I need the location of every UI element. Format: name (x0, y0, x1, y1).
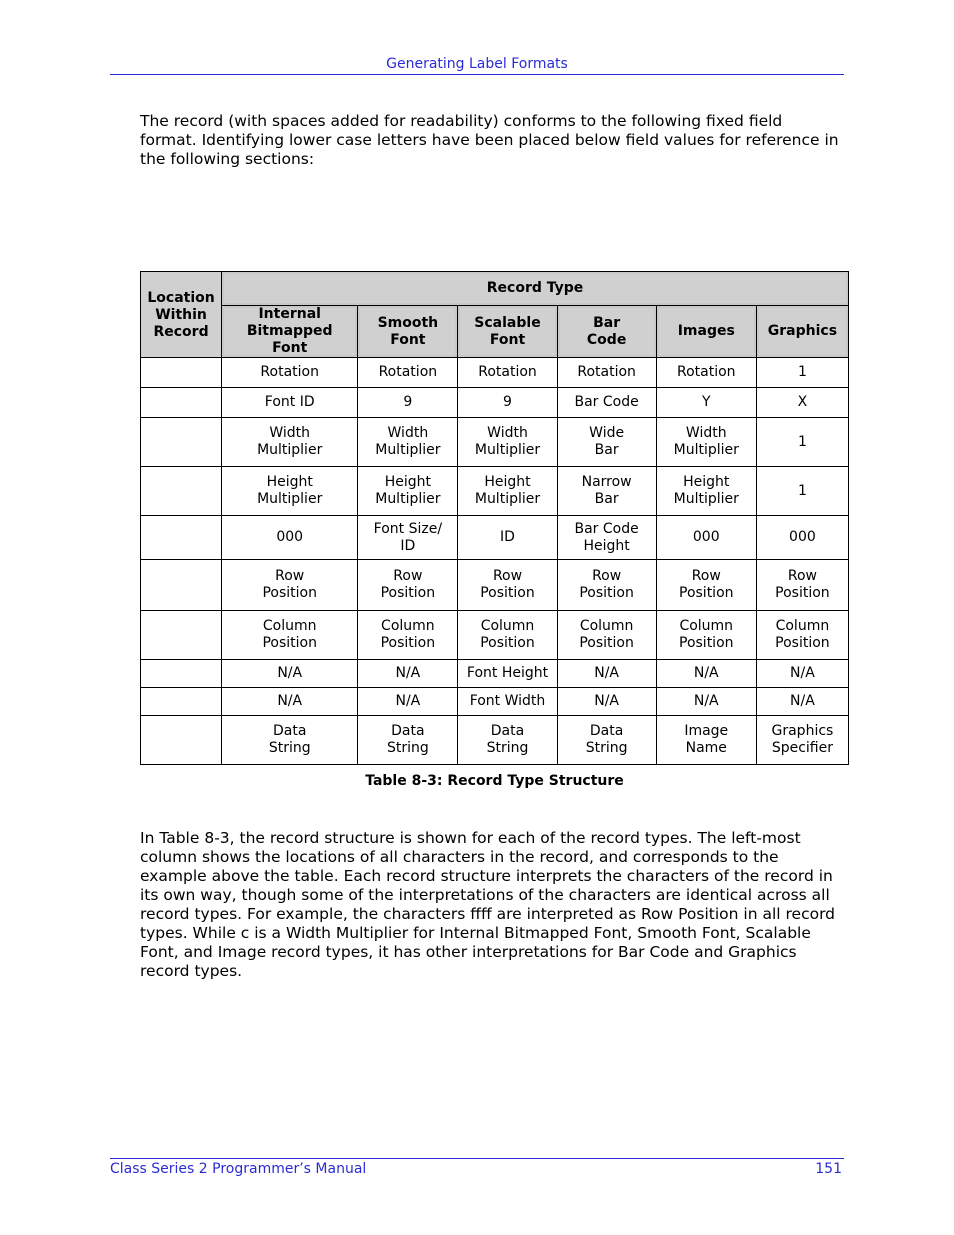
table-cell: Data String (358, 716, 458, 765)
location-cell (141, 560, 222, 611)
table-row (141, 560, 849, 611)
location-cell (141, 516, 222, 560)
table-cell: N/A (222, 688, 358, 716)
column-header: Smooth Font (358, 306, 458, 358)
table-cell: Rotation (358, 358, 458, 388)
table-cell: Graphics Specifier (756, 716, 848, 765)
body-paragraph: In Table 8-3, the record structure is shown for each of the record types. The left-most column shows the locations of all characters in the record, and corresponds to the example above the table. Each record structure interprets the characters of the record in its own way, though some of the interpretations of the characters are identical across all record types. For example, the characters ffff are interpreted as Row Position in all record types. While c is a Width Multiplier for Internal Bitmapped Font, Smooth Font, Scalable Font, and Image record types, it has other interpretations for Bar Code and Graphics record types. (140, 829, 836, 980)
column-header: Bar Code (557, 306, 656, 358)
table-row (141, 516, 849, 560)
table-cell: Font Width (458, 688, 557, 716)
table-cell: Rotation (656, 358, 756, 388)
table-cell: Column Position (557, 611, 656, 660)
table-cell: Data String (458, 716, 557, 765)
table-cell: 000 (222, 516, 358, 560)
location-cell (141, 467, 222, 516)
table-cell: Font ID (222, 388, 358, 418)
table-cell: Width Multiplier (222, 418, 358, 467)
table-cell: Height Multiplier (656, 467, 756, 516)
table-cell: 000 (756, 516, 848, 560)
location-cell (141, 388, 222, 418)
table-cell: Width Multiplier (656, 418, 756, 467)
table-cell: Rotation (557, 358, 656, 388)
table-row (141, 418, 849, 467)
table-cell: Column Position (656, 611, 756, 660)
record-type-group-header: Record Type (222, 272, 849, 306)
table-cell: Row Position (358, 560, 458, 611)
table-cell: 9 (358, 388, 458, 418)
table-cell: ID (458, 516, 557, 560)
table-cell: Row Position (458, 560, 557, 611)
location-cell (141, 716, 222, 765)
column-header: Graphics (756, 306, 848, 358)
table-cell: 1 (756, 467, 848, 516)
record-type-table (140, 271, 849, 765)
table-cell: Narrow Bar (557, 467, 656, 516)
table-cell: N/A (557, 660, 656, 688)
intro-paragraph: The record (with spaces added for readability) conforms to the following fixed field format. Identifying lower case letters have been placed below field values for reference in the following sections: (140, 112, 839, 168)
location-cell (141, 660, 222, 688)
table-cell: Column Position (222, 611, 358, 660)
table-cell: N/A (756, 660, 848, 688)
table-cell: X (756, 388, 848, 418)
table-row (141, 467, 849, 516)
table-cell: Height Multiplier (358, 467, 458, 516)
table-cell: Wide Bar (557, 418, 656, 467)
table-cell: N/A (222, 660, 358, 688)
table-cell: Width Multiplier (358, 418, 458, 467)
table-row (141, 660, 849, 688)
table-cell: Row Position (756, 560, 848, 611)
column-header: Internal Bitmapped Font (222, 306, 358, 358)
page-number: 151 (815, 1161, 842, 1177)
table-cell: Rotation (458, 358, 557, 388)
table-row (141, 688, 849, 716)
table-cell: Row Position (656, 560, 756, 611)
table-row (141, 611, 849, 660)
table-cell: Bar Code Height (557, 516, 656, 560)
column-header: Images (656, 306, 756, 358)
column-header: Scalable Font (458, 306, 557, 358)
table-cell: Row Position (222, 560, 358, 611)
table-cell: Rotation (222, 358, 358, 388)
table-cell: 1 (756, 418, 848, 467)
table-cell: 1 (756, 358, 848, 388)
table-caption: Table 8-3: Record Type Structure (365, 773, 624, 789)
table-row (141, 388, 849, 418)
table-cell: Image Name (656, 716, 756, 765)
table-cell: N/A (756, 688, 848, 716)
table-cell: Height Multiplier (222, 467, 358, 516)
table-cell: N/A (656, 688, 756, 716)
running-header: Generating Label Formats (386, 56, 568, 72)
location-cell (141, 418, 222, 467)
table-cell: Width Multiplier (458, 418, 557, 467)
table-row (141, 358, 849, 388)
table-cell: 9 (458, 388, 557, 418)
table-cell: Y (656, 388, 756, 418)
table-cell: N/A (656, 660, 756, 688)
header-divider (110, 74, 844, 75)
table-cell: Column Position (358, 611, 458, 660)
location-cell (141, 358, 222, 388)
location-header: Location Within Record (141, 272, 222, 358)
table-cell: Font Size/ ID (358, 516, 458, 560)
table-cell: Row Position (557, 560, 656, 611)
table-cell: Bar Code (557, 388, 656, 418)
location-cell (141, 688, 222, 716)
location-cell (141, 611, 222, 660)
manual-title: Class Series 2 Programmer’s Manual (110, 1161, 367, 1177)
table-cell: N/A (358, 688, 458, 716)
table-cell: N/A (358, 660, 458, 688)
table-cell: Data String (222, 716, 358, 765)
table-cell: Font Height (458, 660, 557, 688)
table-cell: Data String (557, 716, 656, 765)
table-cell: Column Position (458, 611, 557, 660)
table-row (141, 716, 849, 765)
table-cell: Height Multiplier (458, 467, 557, 516)
table-cell: 000 (656, 516, 756, 560)
table-cell: N/A (557, 688, 656, 716)
table-cell: Column Position (756, 611, 848, 660)
footer-divider (110, 1158, 844, 1159)
